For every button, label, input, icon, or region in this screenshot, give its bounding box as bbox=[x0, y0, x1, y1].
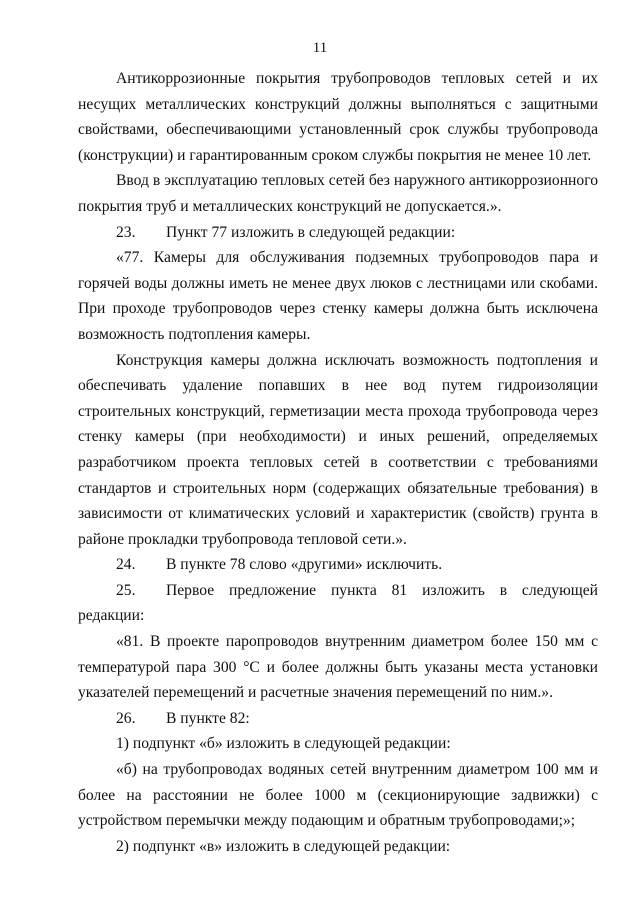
numbered-paragraph bbox=[78, 552, 598, 578]
paragraph: Антикоррозионные покрытия трубопроводов тепловых сетей и их несущих металлических конструкций должны выполняться с защитными свойствами, обеспечивающими установленный срок службы трубопровода (конструкции) и гарантированным сроком службы покрытия не менее 10 лет. bbox=[78, 70, 598, 164]
item-text: Пункт 77 изложить в следующей редакции: bbox=[166, 223, 456, 241]
paragraph: 2) подпункт «в» изложить в следующей редакции: bbox=[116, 837, 451, 855]
paragraph: «77. Камеры для обслуживания подземных трубопроводов пара и горячей воды должны иметь не менее двух люков с лестницами или скобами. При проходе трубопроводов через стенку камеры должна быть исключена возможность подтопления камеры. bbox=[78, 249, 598, 343]
item-number: 24. bbox=[116, 556, 136, 574]
item-number: 25. bbox=[116, 581, 136, 599]
numbered-paragraph bbox=[78, 578, 598, 629]
document-body bbox=[78, 66, 598, 859]
paragraph: «б) на трубопроводах водяных сетей внутренним диаметром 100 мм и более на расстоянии не более 1000 м (секционирующие задвижки) с устройством перемычки между подающим и обратным трубопроводами;»; bbox=[78, 761, 598, 830]
item-number: 23. bbox=[116, 223, 136, 241]
page-number: 11 bbox=[312, 40, 328, 56]
numbered-paragraph bbox=[78, 220, 598, 246]
paragraph: Конструкция камеры должна исключать возможность подтопления и обеспечивать удаление попавших в нее вод путем гидроизоляции строительных конструкций, герметизации места прохода трубопровода через стенку камеры (при необходимости) и иных решений, определяемых разработчиком проекта тепловых сетей в соответствии с требованиями стандартов и строительных норм (содержащих обязательные требования) в зависимости от климатических условий и характеристик (свойств) грунта в районе прокладки трубопровода тепловой сети.». bbox=[78, 351, 598, 548]
paragraph: Ввод в эксплуатацию тепловых сетей без наружного антикоррозионного покрытия труб и металлических конструкций не допускается.». bbox=[78, 172, 598, 215]
item-text: Первое предложение пункта 81 изложить в следующей редакции: bbox=[78, 581, 598, 625]
paragraph: 1) подпункт «б» изложить в следующей редакции: bbox=[116, 735, 451, 753]
item-text: В пункте 82: bbox=[166, 709, 250, 727]
numbered-paragraph bbox=[78, 706, 598, 732]
item-text: В пункте 78 слово «другими» исключить. bbox=[166, 556, 443, 574]
item-number: 26. bbox=[116, 709, 136, 727]
paragraph: «81. В проекте паропроводов внутренним диаметром более 150 мм с температурой пара 300 °С и более должны быть указаны места установки указателей перемещений и расчетные значения перемещений по ним.». bbox=[78, 633, 598, 702]
